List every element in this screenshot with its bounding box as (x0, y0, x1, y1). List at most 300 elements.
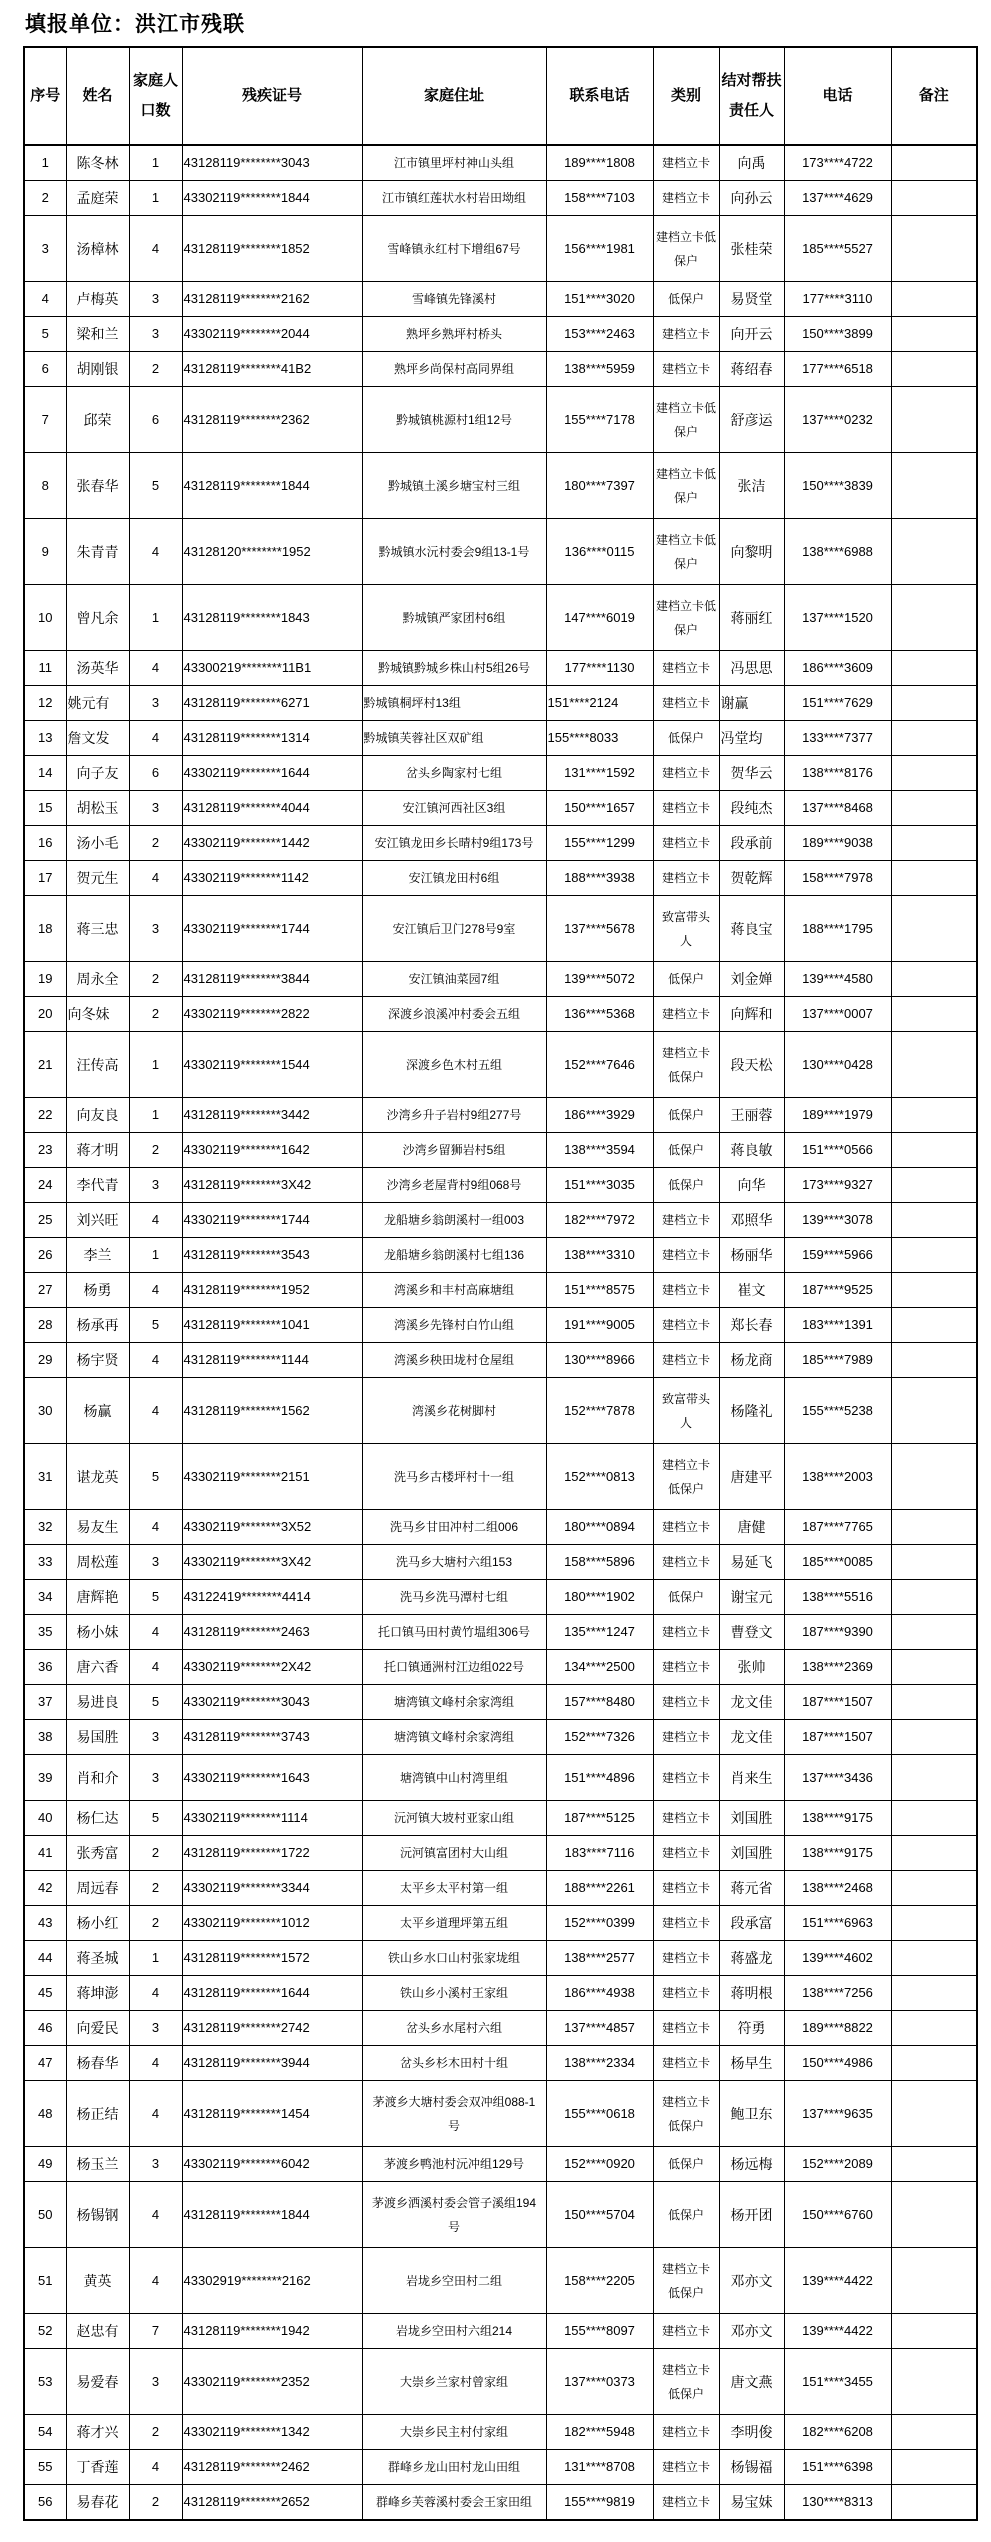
cell-index: 3 (24, 216, 66, 282)
cell-contact-phone: 138****3594 (546, 1133, 653, 1168)
cell-category: 建档立卡 (653, 1545, 719, 1580)
cell-contact-phone: 155****0618 (546, 2081, 653, 2147)
cell-contact-phone: 186****4938 (546, 1976, 653, 2011)
cell-family-size: 3 (129, 1545, 182, 1580)
cell-name: 汤樟林 (66, 216, 129, 282)
cell-name: 陈冬林 (66, 145, 129, 181)
cell-contact-phone: 137****5678 (546, 896, 653, 962)
cell-helper-phone: 137****0007 (784, 997, 891, 1032)
cell-contact-phone: 158****2205 (546, 2248, 653, 2314)
cell-remarks (891, 1685, 977, 1720)
cell-family-size: 5 (129, 1685, 182, 1720)
cell-disability-id: 43128119********1952 (182, 1273, 362, 1308)
table-row (24, 686, 977, 721)
cell-name: 汤英华 (66, 651, 129, 686)
cell-name: 唐六香 (66, 1650, 129, 1685)
cell-helper: 向孙云 (719, 181, 784, 216)
cell-helper-phone: 187****7765 (784, 1510, 891, 1545)
table-row (24, 1273, 977, 1308)
cell-remarks (891, 2147, 977, 2182)
cell-address: 铁山乡小溪村王家组 (362, 1976, 546, 2011)
cell-remarks (891, 1032, 977, 1098)
cell-helper-phone: 185****7989 (784, 1343, 891, 1378)
cell-family-size: 4 (129, 1343, 182, 1378)
cell-disability-id: 43302119********3043 (182, 1685, 362, 1720)
cell-index: 47 (24, 2046, 66, 2081)
cell-family-size: 4 (129, 1976, 182, 2011)
cell-index: 44 (24, 1941, 66, 1976)
cell-helper: 鲍卫东 (719, 2081, 784, 2147)
table-row (24, 1720, 977, 1755)
cell-index: 30 (24, 1378, 66, 1444)
cell-contact-phone: 157****8480 (546, 1685, 653, 1720)
cell-disability-id: 43302119********3X42 (182, 1545, 362, 1580)
cell-helper-phone: 159****5966 (784, 1238, 891, 1273)
cell-remarks (891, 1168, 977, 1203)
cell-name: 蒋坤澎 (66, 1976, 129, 2011)
cell-helper-phone: 137****9635 (784, 2081, 891, 2147)
cell-helper-phone: 139****4422 (784, 2248, 891, 2314)
cell-disability-id: 43302119********1644 (182, 756, 362, 791)
cell-helper: 龙文佳 (719, 1720, 784, 1755)
cell-address: 湾溪乡花树脚村 (362, 1378, 546, 1444)
cell-index: 37 (24, 1685, 66, 1720)
cell-address: 深渡乡浪溪冲村委会五组 (362, 997, 546, 1032)
cell-helper: 舒彦运 (719, 387, 784, 453)
table-row (24, 1098, 977, 1133)
cell-disability-id: 43128119********1844 (182, 453, 362, 519)
cell-remarks (891, 2182, 977, 2248)
cell-helper: 段承富 (719, 1906, 784, 1941)
table-row (24, 2485, 977, 2521)
cell-category: 建档立卡 (653, 1685, 719, 1720)
cell-contact-phone: 152****0920 (546, 2147, 653, 2182)
cell-helper: 段天松 (719, 1032, 784, 1098)
cell-family-size: 4 (129, 1203, 182, 1238)
cell-remarks (891, 519, 977, 585)
cell-helper: 崔文 (719, 1273, 784, 1308)
cell-address: 岩垅乡空田村六组214 (362, 2314, 546, 2349)
cell-family-size: 3 (129, 791, 182, 826)
cell-name: 朱青青 (66, 519, 129, 585)
cell-index: 35 (24, 1615, 66, 1650)
table-row (24, 1510, 977, 1545)
cell-family-size: 4 (129, 861, 182, 896)
cell-contact-phone: 150****5704 (546, 2182, 653, 2248)
cell-index: 10 (24, 585, 66, 651)
table-row (24, 1801, 977, 1836)
cell-address: 太平乡太平村第一组 (362, 1871, 546, 1906)
cell-helper: 邓照华 (719, 1203, 784, 1238)
cell-name: 易进良 (66, 1685, 129, 1720)
cell-family-size: 4 (129, 1510, 182, 1545)
cell-remarks (891, 1444, 977, 1510)
cell-helper-phone: 137****8468 (784, 791, 891, 826)
cell-family-size: 3 (129, 1168, 182, 1203)
cell-address: 塘湾镇文峰村余家湾组 (362, 1685, 546, 1720)
cell-index: 28 (24, 1308, 66, 1343)
cell-family-size: 1 (129, 1238, 182, 1273)
table-row (24, 1755, 977, 1801)
cell-contact-phone: 138****3310 (546, 1238, 653, 1273)
cell-disability-id: 43302119********2352 (182, 2349, 362, 2415)
table-row (24, 2450, 977, 2485)
cell-address: 沙湾乡升子岩村9组277号 (362, 1098, 546, 1133)
header-helper-phone: 电话 (784, 47, 891, 145)
cell-helper: 杨开团 (719, 2182, 784, 2248)
cell-disability-id: 43128119********2463 (182, 1615, 362, 1650)
cell-family-size: 3 (129, 2147, 182, 2182)
cell-address: 岔头乡杉木田村十组 (362, 2046, 546, 2081)
cell-remarks (891, 1615, 977, 1650)
table-row (24, 2011, 977, 2046)
cell-remarks (891, 453, 977, 519)
cell-remarks (891, 651, 977, 686)
cell-remarks (891, 1650, 977, 1685)
cell-address: 江市镇里坪村神山头组 (362, 145, 546, 181)
cell-family-size: 4 (129, 721, 182, 756)
table-row (24, 1545, 977, 1580)
cell-name: 胡松玉 (66, 791, 129, 826)
cell-address: 茅渡乡洒溪村委会管子溪组194 号 (362, 2182, 546, 2248)
cell-address: 龙船塘乡翁朗溪村一组003 (362, 1203, 546, 1238)
cell-remarks (891, 216, 977, 282)
cell-contact-phone: 152****0399 (546, 1906, 653, 1941)
table-row (24, 1836, 977, 1871)
cell-name: 赵忠有 (66, 2314, 129, 2349)
cell-category: 建档立卡 (653, 317, 719, 352)
cell-category: 低保户 (653, 282, 719, 317)
cell-index: 19 (24, 962, 66, 997)
cell-helper-phone: 137****4629 (784, 181, 891, 216)
cell-helper: 段承前 (719, 826, 784, 861)
cell-index: 1 (24, 145, 66, 181)
cell-helper-phone: 185****5527 (784, 216, 891, 282)
cell-family-size: 1 (129, 585, 182, 651)
cell-helper-phone: 139****4602 (784, 1941, 891, 1976)
cell-name: 姚元有 (66, 686, 129, 721)
cell-contact-phone: 134****2500 (546, 1650, 653, 1685)
cell-remarks (891, 791, 977, 826)
cell-family-size: 2 (129, 962, 182, 997)
cell-contact-phone: 150****1657 (546, 791, 653, 826)
cell-name: 周远春 (66, 1871, 129, 1906)
table-row (24, 2415, 977, 2450)
cell-contact-phone: 152****7326 (546, 1720, 653, 1755)
cell-contact-phone: 155****9819 (546, 2485, 653, 2521)
cell-disability-id: 43128119********1572 (182, 1941, 362, 1976)
cell-helper-phone: 138****7256 (784, 1976, 891, 2011)
cell-family-size: 2 (129, 352, 182, 387)
cell-disability-id: 43302119********1744 (182, 896, 362, 962)
cell-helper: 蒋丽红 (719, 585, 784, 651)
cell-helper: 段纯杰 (719, 791, 784, 826)
cell-contact-phone: 131****8708 (546, 2450, 653, 2485)
cell-family-size: 4 (129, 1378, 182, 1444)
cell-family-size: 2 (129, 826, 182, 861)
cell-address: 塘湾镇文峰村余家湾组 (362, 1720, 546, 1755)
cell-helper: 易贤堂 (719, 282, 784, 317)
cell-category: 建档立卡 (653, 1308, 719, 1343)
cell-helper-phone: 151****3455 (784, 2349, 891, 2415)
cell-category: 建档立卡 (653, 1343, 719, 1378)
cell-helper: 郑长春 (719, 1308, 784, 1343)
cell-category: 建档立卡低 保户 (653, 453, 719, 519)
cell-category: 建档立卡 (653, 826, 719, 861)
cell-helper-phone: 187****9525 (784, 1273, 891, 1308)
cell-address: 铁山乡水口山村张家垅组 (362, 1941, 546, 1976)
cell-address: 茅渡乡鸭池村沅冲组129号 (362, 2147, 546, 2182)
cell-helper: 肖来生 (719, 1755, 784, 1801)
cell-remarks (891, 686, 977, 721)
cell-name: 刘兴旺 (66, 1203, 129, 1238)
cell-remarks (891, 1941, 977, 1976)
cell-address: 沙湾乡留狮岩村5组 (362, 1133, 546, 1168)
cell-category: 建档立卡 低保户 (653, 2248, 719, 2314)
table-row (24, 585, 977, 651)
cell-category: 建档立卡 (653, 1650, 719, 1685)
cell-helper-phone: 151****7629 (784, 686, 891, 721)
cell-helper-phone: 152****2089 (784, 2147, 891, 2182)
cell-contact-phone: 189****1808 (546, 145, 653, 181)
cell-helper-phone: 188****1795 (784, 896, 891, 962)
cell-helper-phone: 182****6208 (784, 2415, 891, 2450)
cell-name: 卢梅英 (66, 282, 129, 317)
cell-helper: 唐健 (719, 1510, 784, 1545)
cell-disability-id: 43302119********2044 (182, 317, 362, 352)
assistance-table (23, 46, 978, 2521)
cell-disability-id: 43128119********3442 (182, 1098, 362, 1133)
cell-remarks (891, 1098, 977, 1133)
cell-index: 2 (24, 181, 66, 216)
cell-name: 向友良 (66, 1098, 129, 1133)
cell-remarks (891, 1801, 977, 1836)
table-row (24, 1378, 977, 1444)
cell-contact-phone: 187****5125 (546, 1801, 653, 1836)
cell-remarks (891, 1545, 977, 1580)
cell-category: 建档立卡 (653, 2485, 719, 2521)
table-row (24, 2248, 977, 2314)
cell-category: 建档立卡 (653, 1755, 719, 1801)
cell-helper: 谢赢 (719, 686, 784, 721)
cell-index: 54 (24, 2415, 66, 2450)
cell-contact-phone: 151****2124 (546, 686, 653, 721)
cell-helper: 易宝妹 (719, 2485, 784, 2521)
cell-contact-phone: 155****8033 (546, 721, 653, 756)
cell-index: 45 (24, 1976, 66, 2011)
cell-helper: 邓亦文 (719, 2248, 784, 2314)
cell-disability-id: 43128119********2462 (182, 2450, 362, 2485)
cell-remarks (891, 2314, 977, 2349)
cell-contact-phone: 153****2463 (546, 317, 653, 352)
cell-index: 6 (24, 352, 66, 387)
cell-family-size: 4 (129, 2182, 182, 2248)
cell-helper-phone: 177****3110 (784, 282, 891, 317)
cell-address: 黔城镇严家团村6组 (362, 585, 546, 651)
table-row (24, 387, 977, 453)
table-row (24, 2349, 977, 2415)
cell-category: 建档立卡 (653, 997, 719, 1032)
cell-category: 低保户 (653, 962, 719, 997)
cell-family-size: 2 (129, 2415, 182, 2450)
cell-contact-phone: 191****9005 (546, 1308, 653, 1343)
table-row (24, 997, 977, 1032)
cell-index: 38 (24, 1720, 66, 1755)
cell-index: 46 (24, 2011, 66, 2046)
table-row (24, 216, 977, 282)
cell-category: 低保户 (653, 2147, 719, 2182)
cell-remarks (891, 387, 977, 453)
cell-family-size: 4 (129, 519, 182, 585)
cell-disability-id: 43128119********1314 (182, 721, 362, 756)
cell-contact-phone: 156****1981 (546, 216, 653, 282)
cell-helper: 蒋良敏 (719, 1133, 784, 1168)
table-row (24, 1203, 977, 1238)
cell-family-size: 2 (129, 997, 182, 1032)
table-row (24, 1871, 977, 1906)
cell-name: 杨锡钢 (66, 2182, 129, 2248)
cell-remarks (891, 896, 977, 962)
cell-index: 53 (24, 2349, 66, 2415)
header-remarks: 备注 (891, 47, 977, 145)
cell-address: 雪峰镇先锋溪村 (362, 282, 546, 317)
cell-name: 李兰 (66, 1238, 129, 1273)
cell-name: 易友生 (66, 1510, 129, 1545)
cell-disability-id: 43128119********1454 (182, 2081, 362, 2147)
cell-disability-id: 43128119********1942 (182, 2314, 362, 2349)
cell-name: 贺元生 (66, 861, 129, 896)
cell-contact-phone: 155****8097 (546, 2314, 653, 2349)
cell-name: 杨仁达 (66, 1801, 129, 1836)
cell-family-size: 4 (129, 1650, 182, 1685)
cell-helper-phone: 150****6760 (784, 2182, 891, 2248)
table-row (24, 1906, 977, 1941)
cell-family-size: 5 (129, 1580, 182, 1615)
cell-index: 43 (24, 1906, 66, 1941)
cell-category: 低保户 (653, 1098, 719, 1133)
cell-name: 曾凡余 (66, 585, 129, 651)
cell-remarks (891, 756, 977, 791)
cell-family-size: 4 (129, 2450, 182, 2485)
cell-family-size: 4 (129, 2046, 182, 2081)
cell-address: 洗马乡古楼坪村十一组 (362, 1444, 546, 1510)
cell-helper: 贺乾辉 (719, 861, 784, 896)
cell-index: 56 (24, 2485, 66, 2521)
cell-category: 致富带头 人 (653, 1378, 719, 1444)
cell-disability-id: 43128119********2742 (182, 2011, 362, 2046)
cell-address: 黔城镇土溪乡塘宝村三组 (362, 453, 546, 519)
table-row (24, 181, 977, 216)
cell-helper: 向开云 (719, 317, 784, 352)
cell-helper-phone: 150****4986 (784, 2046, 891, 2081)
cell-helper: 冯堂均 (719, 721, 784, 756)
cell-index: 11 (24, 651, 66, 686)
cell-category: 建档立卡 (653, 1615, 719, 1650)
table-row (24, 352, 977, 387)
cell-disability-id: 43128119********2162 (182, 282, 362, 317)
cell-family-size: 2 (129, 1133, 182, 1168)
cell-address: 托口镇马田村黄竹塭组306号 (362, 1615, 546, 1650)
cell-address: 黔城镇水沅村委会9组13-1号 (362, 519, 546, 585)
cell-contact-phone: 137****4857 (546, 2011, 653, 2046)
cell-helper-phone: 138****5516 (784, 1580, 891, 1615)
cell-helper: 刘国胜 (719, 1801, 784, 1836)
cell-disability-id: 43302119********1142 (182, 861, 362, 896)
cell-name: 胡刚银 (66, 352, 129, 387)
cell-disability-id: 43302119********2X42 (182, 1650, 362, 1685)
cell-index: 4 (24, 282, 66, 317)
cell-remarks (891, 2415, 977, 2450)
table-row (24, 1168, 977, 1203)
cell-address: 洗马乡洗马潭村七组 (362, 1580, 546, 1615)
cell-index: 52 (24, 2314, 66, 2349)
table-row (24, 1615, 977, 1650)
cell-name: 易爱春 (66, 2349, 129, 2415)
cell-family-size: 1 (129, 1941, 182, 1976)
cell-name: 杨承再 (66, 1308, 129, 1343)
cell-index: 15 (24, 791, 66, 826)
cell-disability-id: 43128119********3X42 (182, 1168, 362, 1203)
cell-address: 深渡乡色木村五组 (362, 1032, 546, 1098)
cell-address: 湾溪乡秧田垅村仓屋组 (362, 1343, 546, 1378)
cell-category: 建档立卡 (653, 2415, 719, 2450)
cell-index: 25 (24, 1203, 66, 1238)
cell-address: 大崇乡兰家村曾家组 (362, 2349, 546, 2415)
cell-remarks (891, 317, 977, 352)
cell-family-size: 2 (129, 2485, 182, 2521)
cell-index: 5 (24, 317, 66, 352)
cell-index: 29 (24, 1343, 66, 1378)
cell-address: 大崇乡民主村付家组 (362, 2415, 546, 2450)
cell-family-size: 2 (129, 1871, 182, 1906)
cell-disability-id: 43128120********1952 (182, 519, 362, 585)
cell-disability-id: 43302119********1744 (182, 1203, 362, 1238)
cell-address: 安江镇后卫门278号9室 (362, 896, 546, 962)
cell-helper-phone: 177****6518 (784, 352, 891, 387)
cell-disability-id: 43302119********1544 (182, 1032, 362, 1098)
cell-contact-phone: 151****8575 (546, 1273, 653, 1308)
cell-remarks (891, 1871, 977, 1906)
cell-name: 丁香莲 (66, 2450, 129, 2485)
cell-category: 建档立卡 (653, 1941, 719, 1976)
cell-remarks (891, 1976, 977, 2011)
cell-disability-id: 43128119********3844 (182, 962, 362, 997)
header-contact-phone: 联系电话 (546, 47, 653, 145)
cell-helper-phone: 133****7377 (784, 721, 891, 756)
cell-family-size: 3 (129, 1720, 182, 1755)
cell-helper: 张洁 (719, 453, 784, 519)
cell-address: 湾溪乡先锋村白竹山组 (362, 1308, 546, 1343)
cell-name: 张秀富 (66, 1836, 129, 1871)
table-row (24, 1976, 977, 2011)
cell-index: 32 (24, 1510, 66, 1545)
cell-helper-phone: 138****2003 (784, 1444, 891, 1510)
cell-helper-phone: 151****0566 (784, 1133, 891, 1168)
cell-disability-id: 43302119********6042 (182, 2147, 362, 2182)
cell-disability-id: 43302119********1643 (182, 1755, 362, 1801)
cell-address: 安江镇油菜园7组 (362, 962, 546, 997)
cell-address: 洗马乡大塘村六组153 (362, 1545, 546, 1580)
cell-remarks (891, 1133, 977, 1168)
reporting-unit-title: 填报单位：洪江市残联 (25, 12, 245, 36)
cell-helper: 蒋元省 (719, 1871, 784, 1906)
cell-remarks (891, 2485, 977, 2521)
cell-disability-id: 43302119********1844 (182, 181, 362, 216)
cell-helper: 杨龙商 (719, 1343, 784, 1378)
cell-category: 建档立卡 (653, 861, 719, 896)
cell-address: 黔城镇桃源村1组12号 (362, 387, 546, 453)
cell-address: 黔城镇桐坪村13组 (362, 686, 546, 721)
